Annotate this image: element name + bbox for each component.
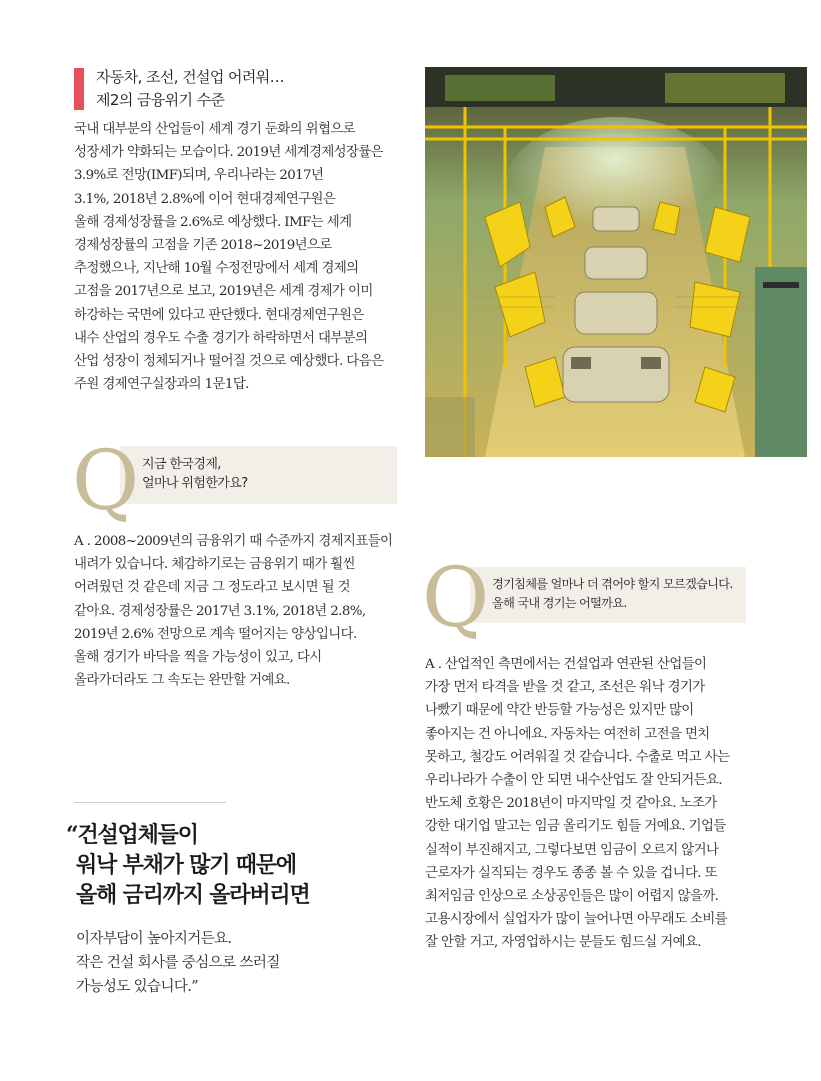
- answer-2-line: 실적이 부진해지고, 그렇다보면 임금이 오르지 않거나: [425, 842, 719, 858]
- answer-1-line: 2019년 2.6% 전망으로 계속 떨어지는 양상입니다.: [74, 626, 357, 642]
- pull-quote-line: 워낙 부채가 많기 때문에: [76, 852, 296, 878]
- answer-2-line: 잘 안할 거고, 자영업하시는 분들도 힘드실 거예요.: [425, 935, 701, 951]
- question-1: [142, 455, 248, 493]
- answer-2-line: 근로자가 실직되는 경우도 종종 볼 수 있을 겁니다. 또: [425, 865, 717, 881]
- answer-2-line: 고용시장에서 실업자가 많이 늘어나면 아무래도 소비를: [425, 912, 727, 928]
- answer-2: [425, 653, 770, 955]
- pull-quote-body: [76, 927, 416, 999]
- answer-1-line: 올해 경기가 바닥을 찍을 가능성이 있고, 다시: [74, 650, 322, 666]
- intro-line: 올해 경제성장률을 2.6%로 예상했다. IMF는 세계: [74, 214, 352, 230]
- intro-line: 내수 산업의 경우도 수출 경기가 하락하면서 대부분의: [74, 330, 368, 346]
- intro-line: 추정했으나, 지난해 10월 수정전망에서 세계 경제의: [74, 261, 359, 277]
- answer-1-line: 어려웠던 것 같은데 지금 그 정도라고 보시면 될 것: [74, 580, 350, 596]
- question-2-line: 경기침체를 얼마나 더 겪어야 할지 모르겠습니다.: [492, 577, 733, 591]
- pull-quote-divider: [74, 802, 226, 803]
- section-title-line-1: 자동차, 조선, 건설업 어려워…: [96, 68, 285, 86]
- pull-quote-headline: [66, 820, 411, 910]
- section-heading: [74, 66, 404, 112]
- section-title-line-2: 제2의 금융위기 수준: [96, 91, 225, 109]
- answer-2-line: A . 산업적인 측면에서는 건설업과 연관된 산업들이: [425, 657, 707, 672]
- intro-line: 국내 대부분의 산업들이 세계 경기 둔화의 위협으로: [74, 122, 355, 137]
- answer-2-line: 강한 대기업 말고는 임금 올리기도 힘들 거예요. 기업들: [425, 819, 726, 835]
- intro-line: 주원 경제연구실장과의 1문1답.: [74, 377, 249, 393]
- pull-quote-line: “건설업체들이: [66, 822, 198, 848]
- question-1-line: 얼마나 위험한가요?: [142, 476, 248, 491]
- question-1-line: 지금 한국경제,: [142, 457, 221, 472]
- intro-line: 성장세가 약화되는 모습이다. 2019년 세계경제성장률은: [74, 145, 384, 161]
- answer-2-line: 반도체 호황은 2018년이 마지막일 것 같아요. 노조가: [425, 796, 717, 812]
- intro-line: 하강하는 국면에 있다고 판단했다. 현대경제연구원은: [74, 307, 364, 323]
- pull-quote-body-line: 가능성도 있습니다.”: [76, 979, 199, 995]
- intro-line: 3.1%, 2018년 2.8%에 이어 현대경제연구원은: [74, 191, 336, 207]
- intro-line: 3.9%로 전망(IMF)되며, 우리나라는 2017년: [74, 168, 324, 184]
- answer-2-line: 가장 먼저 타격을 받을 것 같고, 조선은 워낙 경기가: [425, 680, 705, 696]
- question-2-line: 올해 국내 경기는 어떨까요.: [492, 596, 627, 610]
- intro-line: 경제성장률의 고점을 기존 2018~2019년으로: [74, 238, 332, 254]
- pull-quote-body-line: 이자부담이 높아지거든요.: [76, 931, 232, 947]
- answer-1-line: A . 2008~2009년의 금융위기 때 수준까지 경제지표들이: [74, 534, 393, 549]
- answer-2-line: 좋아지는 건 아니에요. 자동차는 여전히 고전을 면치: [425, 726, 710, 742]
- q-letter-icon: Q: [422, 551, 490, 646]
- answer-1-line: 같아요. 경제성장률은 2017년 3.1%, 2018년 2.8%,: [74, 603, 366, 619]
- pull-quote-body-line: 작은 건설 회사를 중심으로 쓰러질: [76, 955, 280, 971]
- q-letter-icon: Q: [72, 434, 140, 529]
- question-2: [492, 575, 733, 613]
- answer-1: [74, 530, 409, 692]
- answer-2-line: 못하고, 철강도 어려워질 것 같습니다. 수출로 먹고 사는: [425, 749, 730, 765]
- answer-1-line: 내려가 있습니다. 체감하기로는 금융위기 때가 훨씬: [74, 557, 355, 573]
- answer-2-line: 최저임금 인상으로 소상공인들은 많이 어렵지 않을까.: [425, 889, 719, 905]
- intro-line: 고점을 2017년으로 보고, 2019년은 세계 경제가 이미: [74, 284, 373, 300]
- accent-bar: [74, 68, 84, 110]
- answer-1-line: 올라가더라도 그 속도는 완만할 거예요.: [74, 673, 290, 689]
- answer-2-line: 우리나라가 수출이 안 되면 내수산업도 잘 안되거든요.: [425, 773, 722, 789]
- intro-line: 산업 성장이 정체되거나 떨어질 것으로 예상했다. 다음은: [74, 354, 384, 370]
- intro-paragraph: [74, 118, 409, 396]
- factory-assembly-line-photo: [425, 67, 807, 457]
- pull-quote-line: 올해 금리까지 올라버리면: [76, 882, 310, 908]
- answer-2-line: 나빴기 때문에 약간 반등할 가능성은 있지만 많이: [425, 703, 694, 719]
